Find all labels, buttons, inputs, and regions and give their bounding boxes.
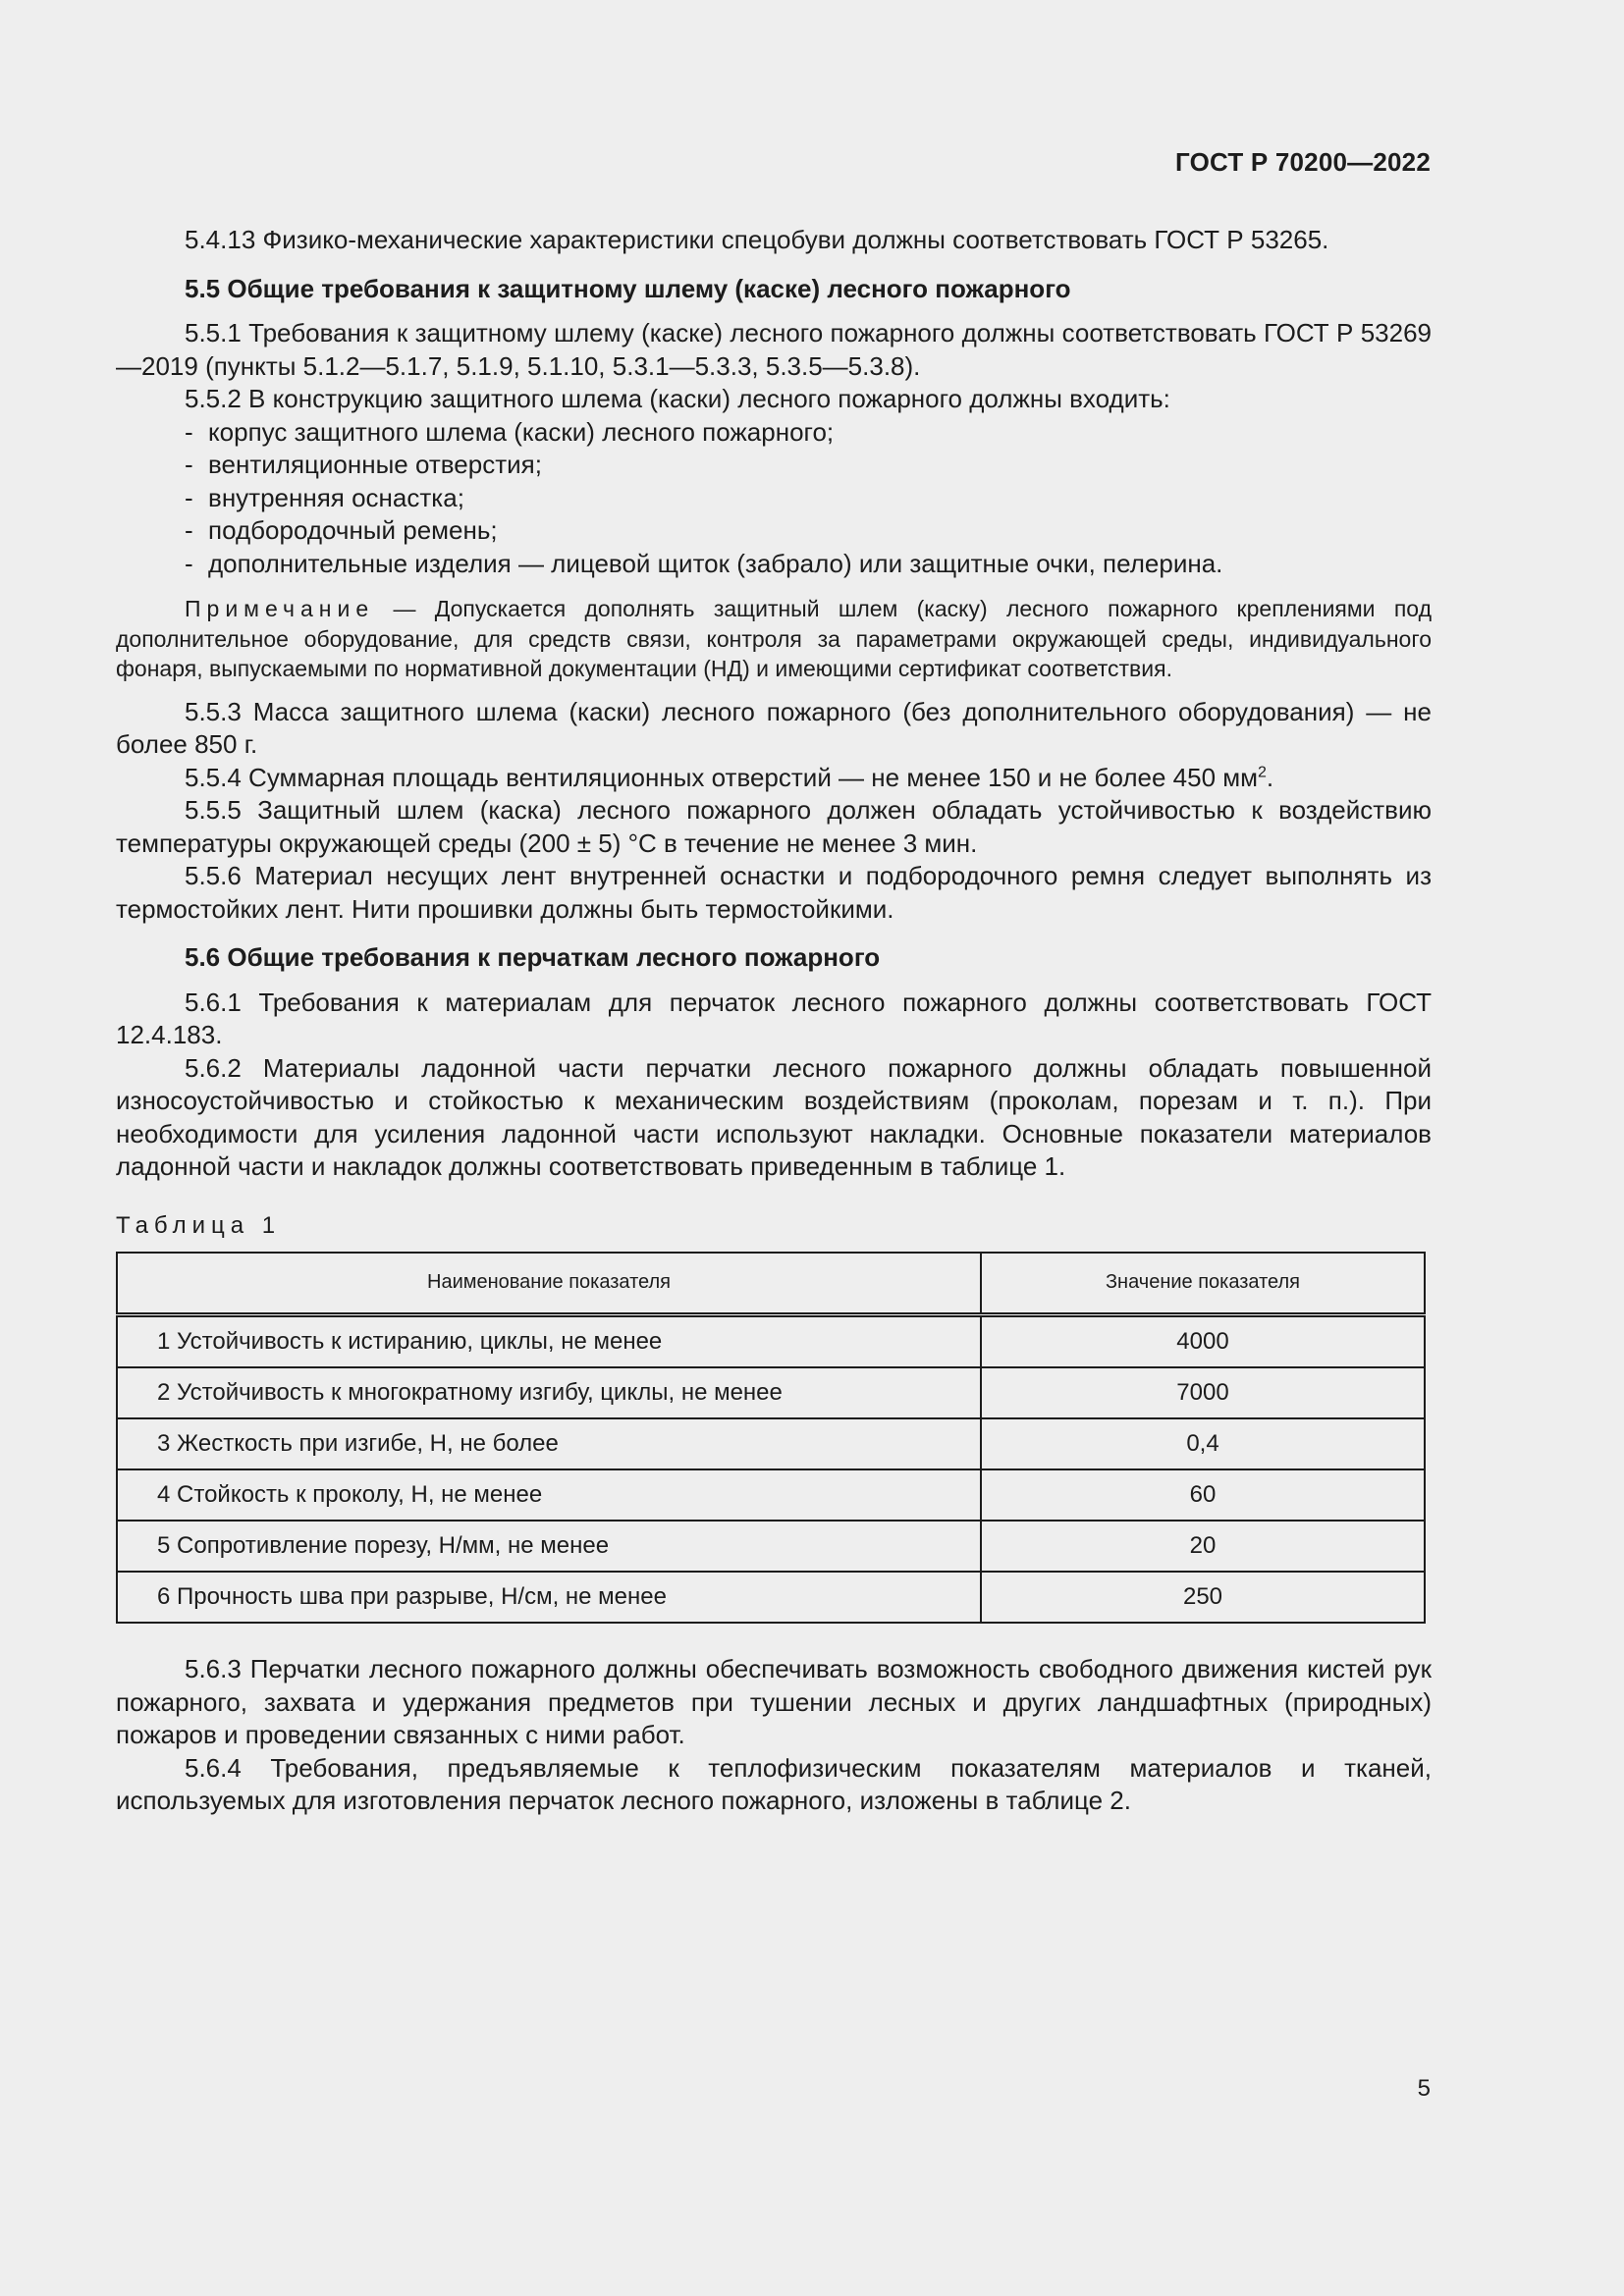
table-cell: 4 Стойкость к проколу, Н, не менее: [117, 1469, 981, 1521]
paragraph-5-6-1: 5.6.1 Требования к материалам для перчаток лесного пожарного должны соответствовать ГОСТ 12.4.183.: [116, 987, 1432, 1049]
list-item: - вентиляционные отверстия;: [185, 450, 542, 479]
table-1: [116, 1252, 1426, 1624]
document-body: [116, 224, 1432, 1818]
table-row: [117, 1572, 1425, 1623]
paragraph-5-5-3: 5.5.3 Масса защитного шлема (каски) лесного пожарного (без дополнительного оборудования) — не более 850 г.: [116, 696, 1432, 759]
paragraph-5-5-2: 5.5.2 В конструкцию защитного шлема (каски) лесного пожарного должны входить:: [185, 384, 1170, 413]
list-item: - внутренняя оснастка;: [185, 482, 464, 512]
table-row: [117, 1367, 1425, 1418]
table-cell: 7000: [981, 1367, 1425, 1418]
list-item-text: вентиляционные отверстия;: [208, 450, 542, 479]
table-cell: 4000: [981, 1315, 1425, 1368]
table-row: [117, 1315, 1425, 1368]
table-cell: 250: [981, 1572, 1425, 1623]
table-row: [117, 1521, 1425, 1572]
list-item-text: подбородочный ремень;: [208, 515, 498, 545]
note: [116, 594, 1432, 684]
list-item: - корпус защитного шлема (каски) лесного пожарного;: [185, 416, 835, 447]
list-item: - дополнительные изделия — лицевой щиток (забрало) или защитные очки, пелерина.: [185, 548, 1223, 578]
paragraph-5-5-1: 5.5.1 Требования к защитному шлему (каске) лесного пожарного должны соответствовать ГОСТ Р 53269—2019 (пункты 5.1.2—5.1.7, 5.1.9, 5.1.10, 5.3.1—5.3.3, 5.3.5—5.3.8).: [116, 318, 1432, 381]
paragraph-5-5-4: [116, 762, 1432, 795]
list-item-text: внутренняя оснастка;: [208, 482, 464, 512]
table-cell: 1 Устойчивость к истиранию, циклы, не менее: [117, 1315, 981, 1368]
standard-header: ГОСТ Р 70200—2022: [1175, 147, 1431, 177]
column-header: Наименование показателя: [117, 1253, 981, 1315]
note-text: — Допускается дополнять защитный шлем (каску) лесного пожарного креплениями под дополнительное оборудование, для средств связи, контроля за параметрами окружающей среды, индивидуального фонаря, выпускаемыми по нормативной документации (НД) и имеющими сертификат соответствия.: [116, 596, 1432, 681]
list-item-text: дополнительные изделия — лицевой щиток (забрало) или защитные очки, пелерина.: [208, 548, 1223, 578]
paragraph-5-6-4: 5.6.4 Требования, предъявляемые к теплофизическим показателям материалов и тканей, используемых для изготовления перчаток лесного пожарного, изложены в таблице 2.: [116, 1752, 1432, 1815]
table-cell: 0,4: [981, 1418, 1425, 1469]
paragraph-5-6-2: 5.6.2 Материалы ладонной части перчатки лесного пожарного должны обладать повышенной износоустойчивостью и стойкостью к механическим воздействиям (проколам, порезам и т. п.). При необходимости для усиления ладонной части используют накладки. Основные показатели материалов ладонной части и накладок должны соответствовать приведенным в таблице 1.: [116, 1052, 1432, 1181]
table-row: [117, 1469, 1425, 1521]
column-header: Значение показателя: [981, 1253, 1425, 1315]
table-cell: 60: [981, 1469, 1425, 1521]
superscript: 2: [1258, 763, 1267, 780]
paragraph-5-5-4-text: 5.5.4 Суммарная площадь вентиляционных отверстий — не менее 150 и не более 450 мм: [185, 762, 1259, 792]
table-caption: Таблица 1: [116, 1211, 282, 1239]
page-number: 5: [1417, 2075, 1431, 2102]
table-cell: 5 Сопротивление порезу, Н/мм, не менее: [117, 1521, 981, 1572]
paragraph-5-5-5: 5.5.5 Защитный шлем (каска) лесного пожарного должен обладать устойчивостью к воздействию температуры окружающей среды (200 ± 5) °C в течение не менее 3 мин.: [116, 795, 1432, 858]
table-cell: 3 Жесткость при изгибе, Н, не более: [117, 1418, 981, 1469]
paragraph-5-6-3: 5.6.3 Перчатки лесного пожарного должны обеспечивать возможность свободного движения кистей рук пожарного, захвата и удержания предметов при тушении лесных и других ландшафтных (природных) пожаров и проведении связанных с ними работ.: [116, 1654, 1432, 1749]
table-cell: 20: [981, 1521, 1425, 1572]
section-heading-5-6: 5.6 Общие требования к перчаткам лесного пожарного: [185, 942, 881, 972]
table-row: [117, 1418, 1425, 1469]
table-cell: 6 Прочность шва при разрыве, Н/см, не менее: [117, 1572, 981, 1623]
table-header-row: [117, 1253, 1425, 1315]
paragraph-5-5-6: 5.5.6 Материал несущих лент внутренней оснастки и подбородочного ремня следует выполнять из термостойких лент. Нити прошивки должны быть термостойкими.: [116, 861, 1432, 924]
table-cell: 2 Устойчивость к многократному изгибу, циклы, не менее: [117, 1367, 981, 1418]
note-label: Примечание: [185, 596, 375, 621]
list-item: - подбородочный ремень;: [185, 515, 498, 545]
period: .: [1266, 762, 1274, 792]
list-item-text: корпус защитного шлема (каски) лесного пожарного;: [208, 416, 835, 447]
paragraph-5-4-13: 5.4.13 Физико-механические характеристики спецобуви должны соответствовать ГОСТ Р 53265.: [185, 225, 1329, 254]
section-heading-5-5: 5.5 Общие требования к защитному шлему (каске) лесного пожарного: [185, 273, 1071, 303]
